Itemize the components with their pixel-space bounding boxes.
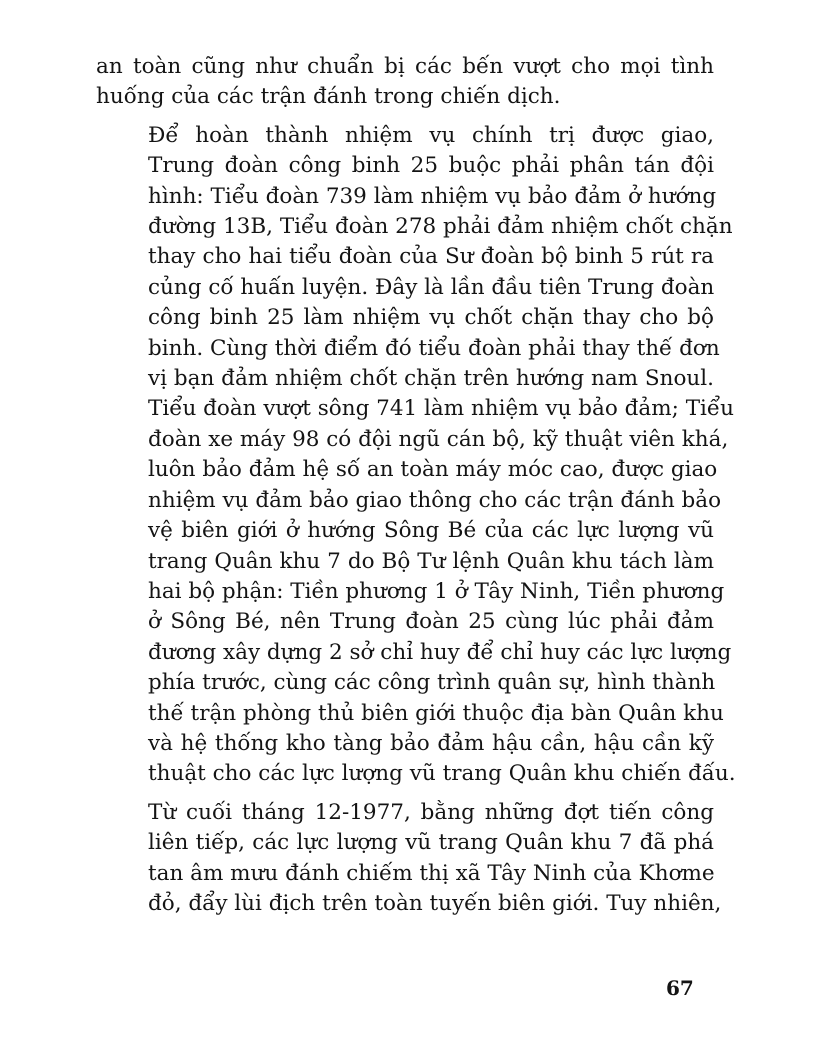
text-line: đoàn xe máy 98 có đội ngũ cán bộ, kỹ thuật viên khá,	[148, 426, 729, 452]
paragraph-2	[96, 121, 736, 790]
text-line: thuật cho các lực lượng vũ trang Quân khu chiến đấu.	[148, 761, 736, 787]
text-line: phía trước, cùng các công trình quân sự, hình thành	[148, 670, 716, 696]
text-line: an toàn cũng như chuẩn bị các bến vượt cho mọi tình	[96, 54, 714, 79]
text-line: trang Quân khu 7 do Bộ Tư lệnh Quân khu tách làm	[148, 548, 714, 574]
text-line: Tiểu đoàn vượt sông 741 làm nhiệm vụ bảo đảm; Tiểu	[148, 396, 734, 422]
text-line: vệ biên giới ở hướng Sông Bé của các lực lượng vũ	[148, 518, 714, 544]
text-line: hình: Tiểu đoàn 739 làm nhiệm vụ bảo đảm ở hướng	[148, 183, 717, 209]
text-line: nhiệm vụ đảm bảo giao thông cho các trận đánh bảo	[148, 487, 722, 513]
text-line: huống của các trận đánh trong chiến dịch.	[96, 84, 561, 110]
text-line: công binh 25 làm nhiệm vụ chốt chặn thay cho bộ	[148, 305, 714, 331]
text-line: hai bộ phận: Tiền phương 1 ở Tây Ninh, Tiền phương	[148, 578, 725, 604]
text-line: tan âm mưu đánh chiếm thị xã Tây Ninh của Khơme	[148, 860, 715, 886]
text-line: vị bạn đảm nhiệm chốt chặn trên hướng nam Snoul.	[148, 366, 714, 392]
text-line: liên tiếp, các lực lượng vũ trang Quân khu 7 đã phá	[148, 830, 714, 856]
text-line: thế trận phòng thủ biên giới thuộc địa bàn Quân khu	[148, 700, 724, 726]
page-number: 67	[666, 976, 694, 1000]
text-line: Để hoàn thành nhiệm vụ chính trị được giao,	[148, 122, 714, 148]
page-body	[96, 52, 736, 927]
text-line: Từ cuối tháng 12-1977, bằng những đợt tiến công	[148, 799, 714, 825]
text-line: củng cố huấn luyện. Đây là lần đầu tiên Trung đoàn	[148, 274, 715, 300]
text-line: và hệ thống kho tàng bảo đảm hậu cần, hậu cần kỹ	[148, 730, 714, 756]
text-line: đường 13B, Tiểu đoàn 278 phải đảm nhiệm chốt chặn	[148, 214, 733, 240]
text-line: binh. Cùng thời điểm đó tiểu đoàn phải thay thế đơn	[148, 335, 720, 361]
text-line: thay cho hai tiểu đoàn của Sư đoàn bộ binh 5 rút ra	[148, 244, 714, 270]
text-line: đỏ, đẩy lùi địch trên toàn tuyến biên giới. Tuy nhiên,	[148, 890, 722, 916]
text-line: Trung đoàn công binh 25 buộc phải phân tán đội	[148, 153, 714, 179]
text-line: luôn bảo đảm hệ số an toàn máy móc cao, được giao	[148, 457, 718, 483]
text-line: ở Sông Bé, nên Trung đoàn 25 cùng lúc phải đảm	[148, 609, 714, 635]
paragraph-1	[96, 52, 714, 113]
text-line: đương xây dựng 2 sở chỉ huy để chỉ huy các lực lượng	[148, 639, 732, 665]
paragraph-3	[96, 798, 722, 920]
